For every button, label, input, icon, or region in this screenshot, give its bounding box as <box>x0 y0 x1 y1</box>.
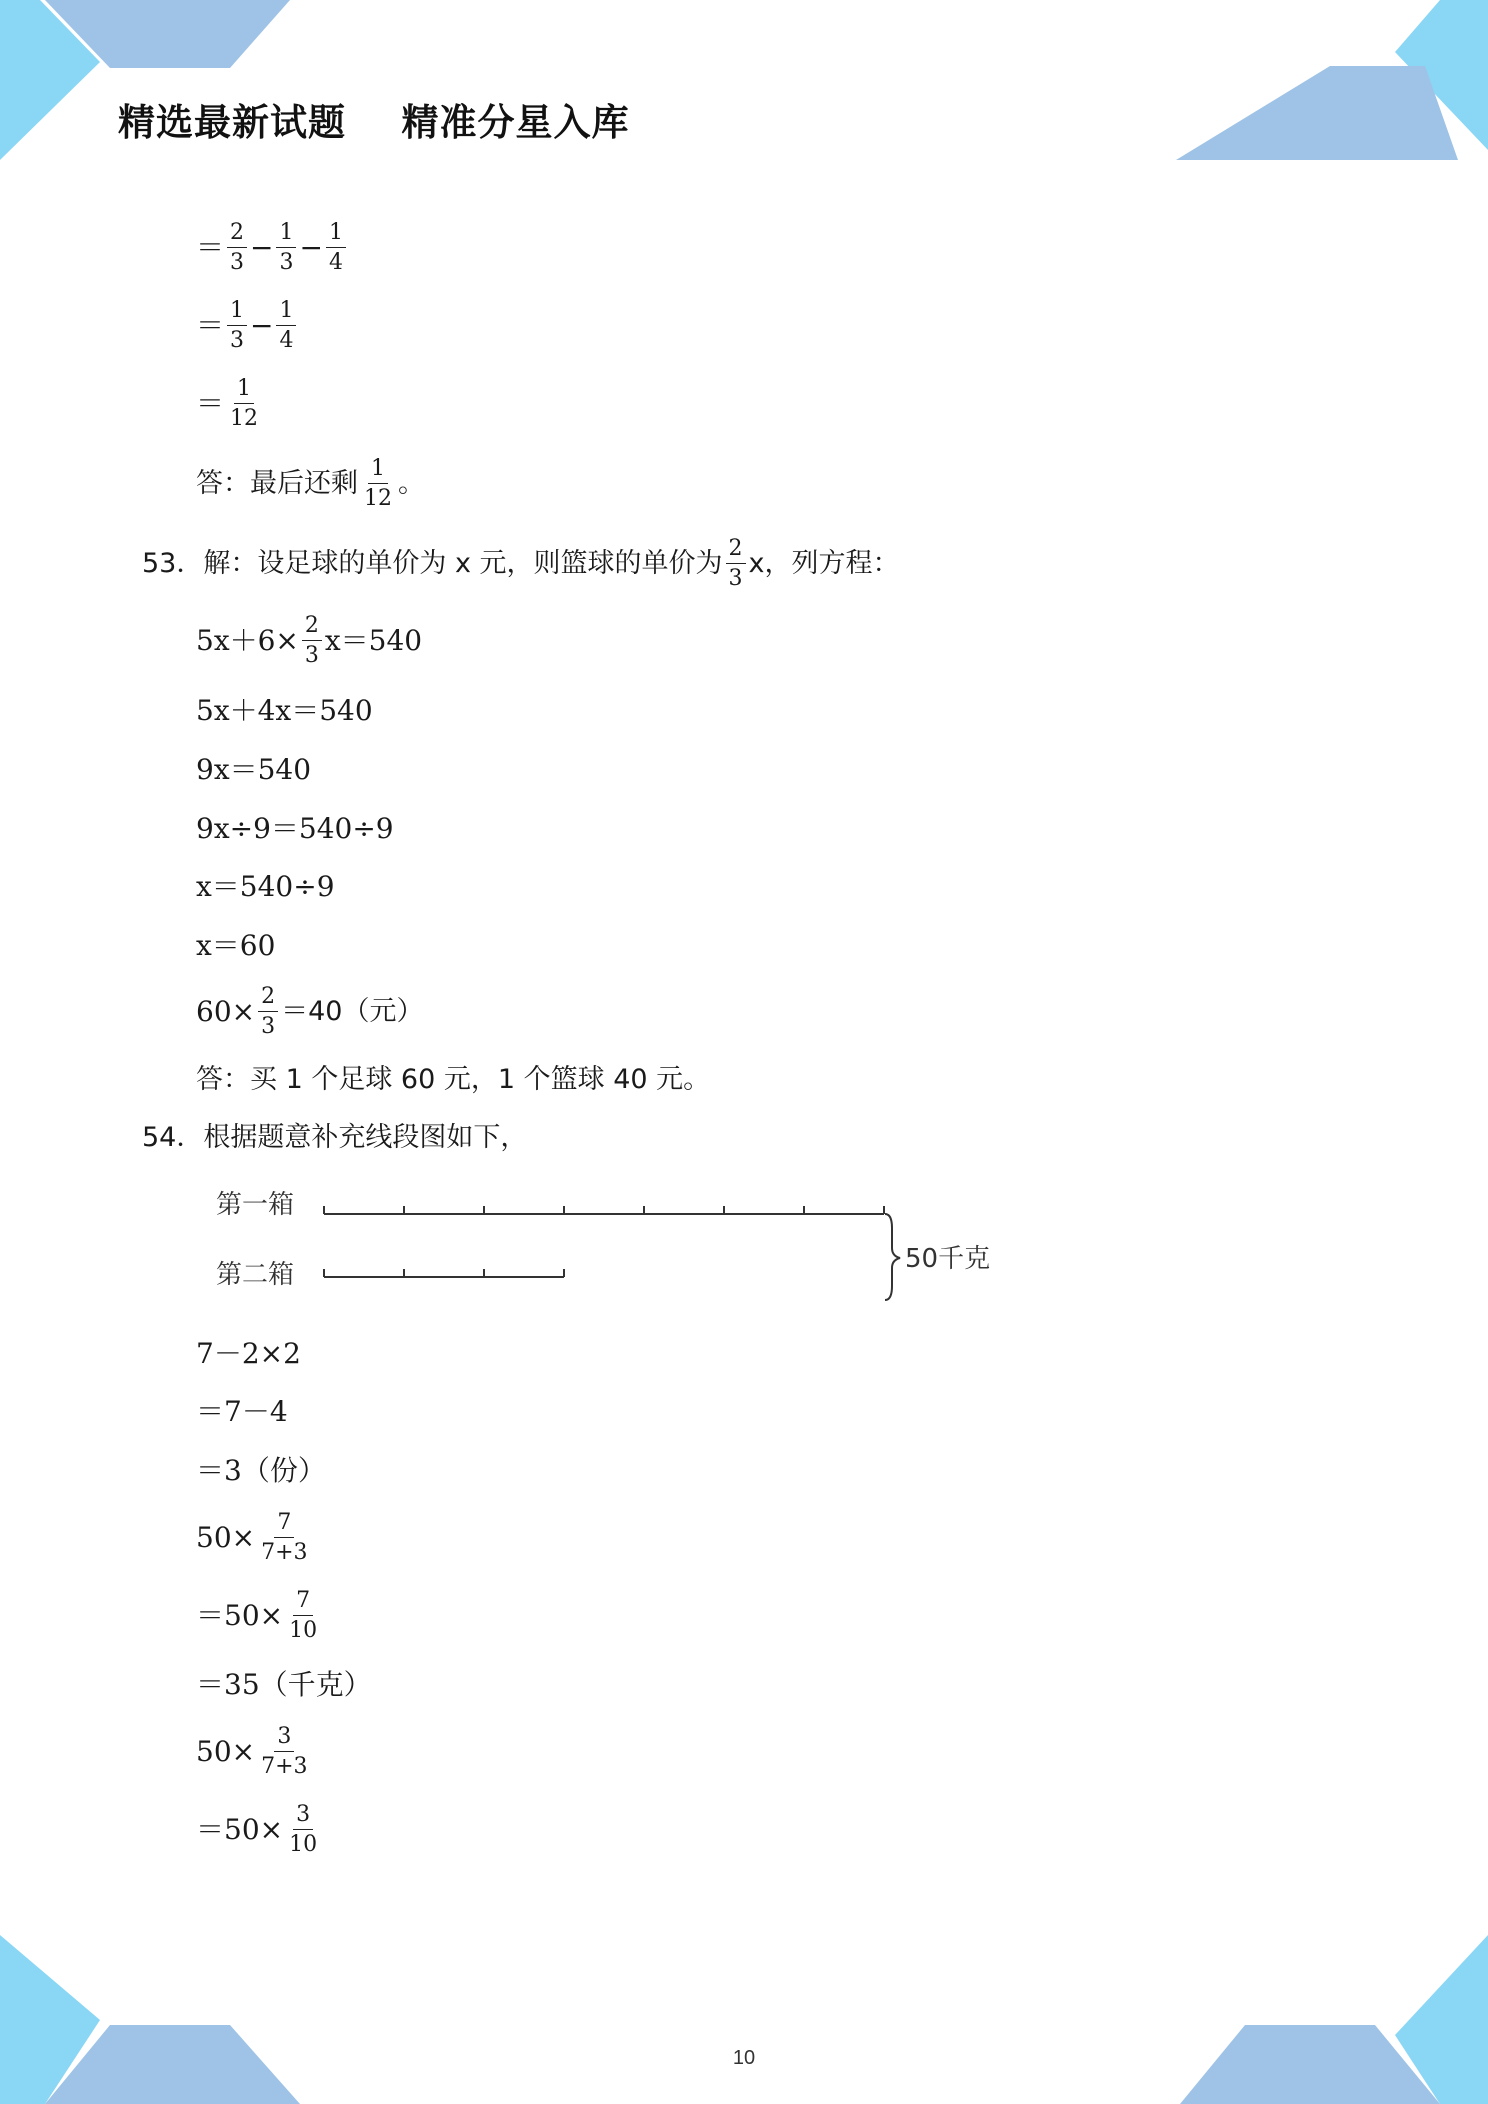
fraction: $\frac{1}{3}$ <box>276 220 296 276</box>
q53-equation-2: 5x＋4x＝540 <box>196 694 373 727</box>
equals-sign: ＝ <box>196 230 225 264</box>
corner-trapezoid-top-right <box>1176 66 1458 160</box>
fraction: $\frac{2}{3}$ <box>227 220 247 276</box>
q54-step-2: ＝7－4 <box>196 1395 288 1428</box>
equals-sign: ＝ <box>196 386 225 420</box>
page-number: 10 <box>732 2047 756 2069</box>
equals-sign: ＝ <box>196 308 225 342</box>
answer-text: 答：最后还剩 <box>196 468 358 500</box>
box1-label: 第一箱 <box>216 1190 295 1220</box>
solution-line-3 <box>196 376 264 432</box>
q53-equation-1: 5x＋6× $\frac{2}{3}$ x＝540 <box>196 613 423 669</box>
total-label: 50千克 <box>905 1244 991 1274</box>
minus-sign: − <box>250 230 274 264</box>
fraction: $\frac{1}{4}$ <box>326 220 346 276</box>
q53-equation-7: 60× $\frac{2}{3}$ ＝40（元） <box>196 984 424 1040</box>
q53-equation-6: x＝60 <box>196 929 276 962</box>
q54-step-5: ＝50× $\frac{7}{10}$ <box>196 1588 323 1644</box>
q53-answer: 答：买 1 个足球 60 元，1 个篮球 40 元。 <box>196 1064 711 1095</box>
minus-sign: − <box>250 308 274 342</box>
header-title: 精选最新试题 精准分星入库 <box>118 101 630 144</box>
q53-intro: 53．解：设足球的单价为 x 元，则篮球的单价为 $\frac{2}{3}$ x，列方程： <box>142 536 900 592</box>
q54-intro: 54．根据题意补充线段图如下， <box>142 1122 528 1153</box>
solution-line-1 <box>196 220 349 276</box>
q54-step-3: ＝3（份） <box>196 1454 326 1487</box>
fraction: $\frac{1}{12}$ <box>230 376 259 432</box>
box1-segment-line <box>324 1206 884 1214</box>
q54-step-8: ＝50× $\frac{3}{10}$ <box>196 1802 323 1858</box>
box2-label: 第二箱 <box>216 1260 295 1290</box>
fraction: $\frac{3}{10}$ <box>289 1802 318 1858</box>
fraction: $\frac{1}{4}$ <box>276 298 296 354</box>
fraction: $\frac{3}{7+3}$ <box>261 1724 308 1780</box>
q54-step-6: ＝35（千克） <box>196 1668 372 1701</box>
q53-equation-4: 9x÷9＝540÷9 <box>196 812 394 845</box>
answer-line-52 <box>196 456 425 512</box>
period: 。 <box>398 468 425 500</box>
box2-segment-line <box>324 1269 564 1277</box>
q53-equation-5: x＝540÷9 <box>196 870 335 903</box>
fraction: $\frac{1}{12}$ <box>364 456 392 512</box>
minus-sign: − <box>299 230 323 264</box>
fraction: $\frac{2}{3}$ <box>258 984 278 1040</box>
q54-step-4: 50× $\frac{7}{7+3}$ <box>196 1510 314 1566</box>
fraction: $\frac{1}{3}$ <box>227 298 247 354</box>
q54-step-1: 7－2×2 <box>196 1337 301 1370</box>
line-segment-diagram <box>200 1178 1020 1318</box>
fraction: $\frac{7}{7+3}$ <box>261 1510 308 1566</box>
right-brace <box>885 1214 900 1300</box>
q54-step-7: 50× $\frac{3}{7+3}$ <box>196 1724 314 1780</box>
q53-equation-3: 9x＝540 <box>196 753 312 786</box>
fraction: $\frac{2}{3}$ <box>302 613 322 669</box>
solution-line-2 <box>196 298 299 354</box>
fraction: $\frac{7}{10}$ <box>289 1588 318 1644</box>
fraction: $\frac{2}{3}$ <box>726 536 746 592</box>
